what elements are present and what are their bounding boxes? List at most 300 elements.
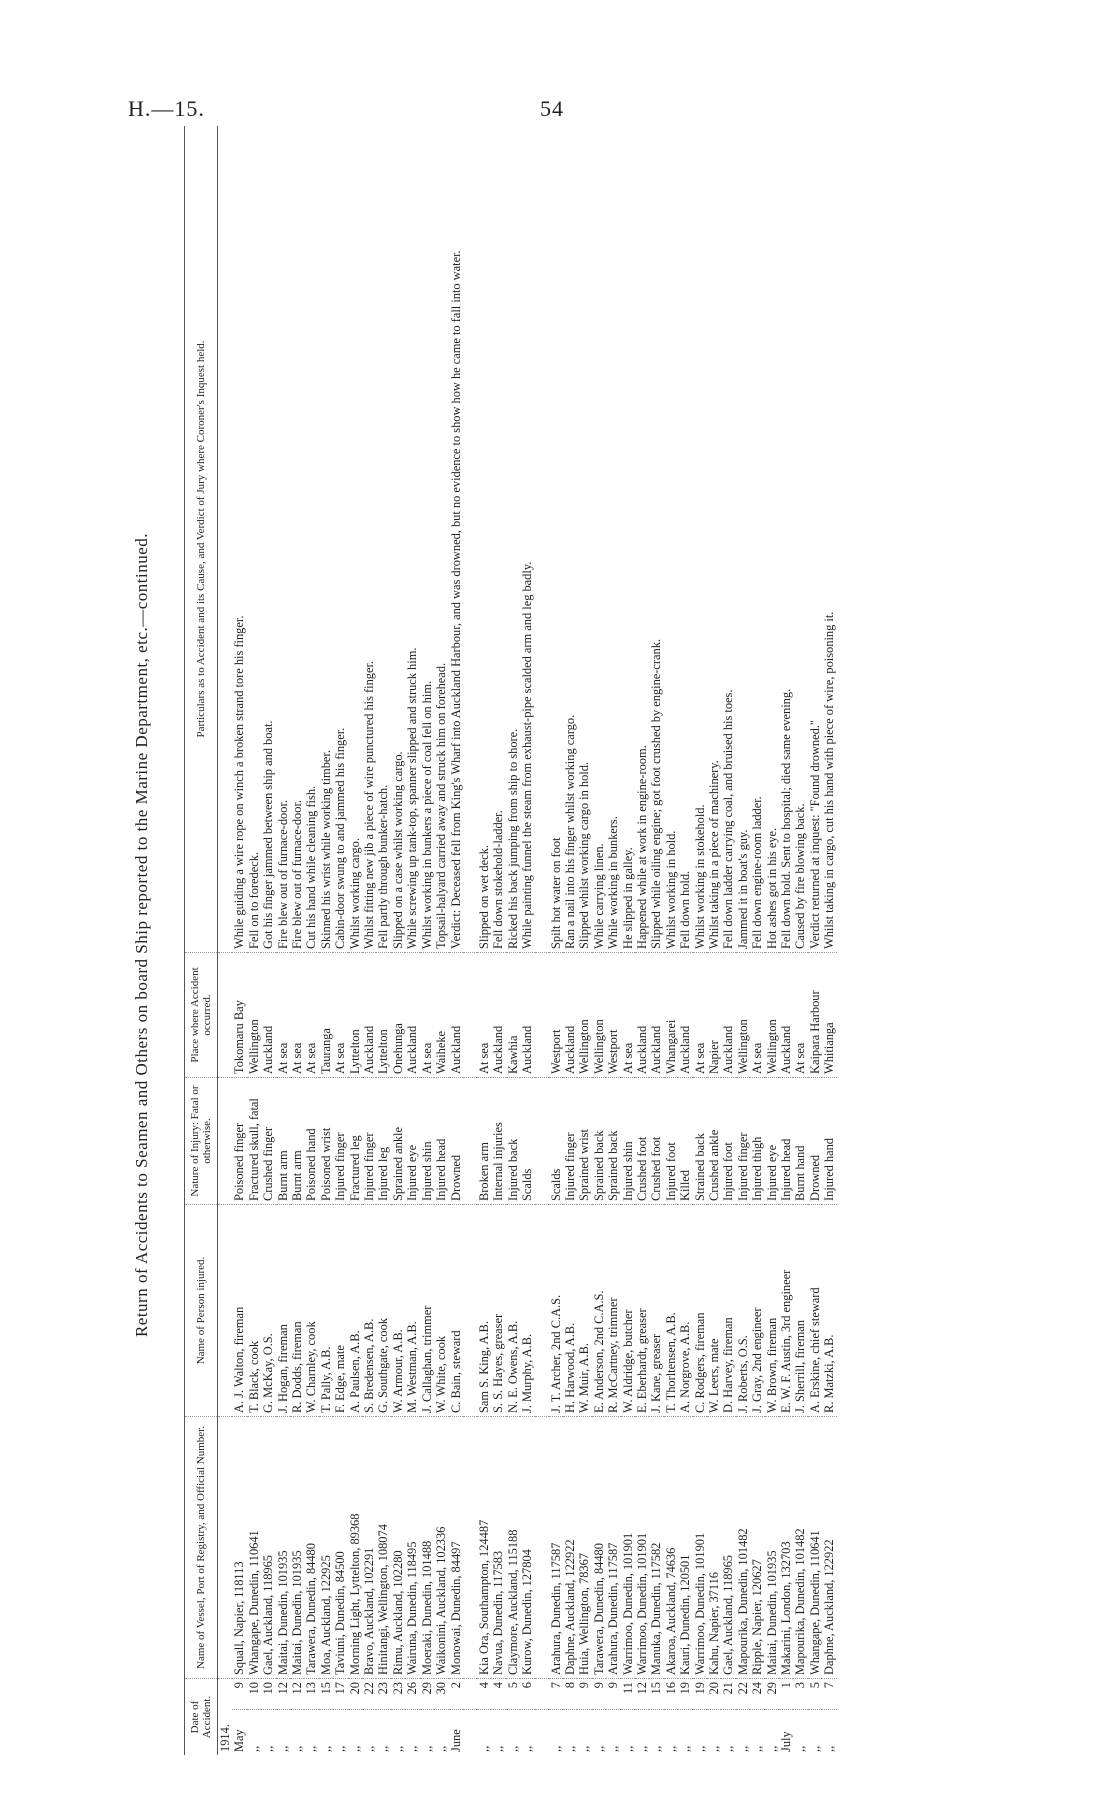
vessel-cell: Maitai, Dunedin, 101935 <box>276 1417 290 1679</box>
spacer-cell <box>535 1078 549 1205</box>
nature-cell: Crushed foot <box>635 1078 649 1205</box>
col-date: Date of Accident. <box>185 1679 218 1756</box>
vessel-cell: Daphne, Auckland, 122922 <box>822 1417 836 1679</box>
vessel-cell: Navua, Dunedin, 117583 <box>491 1417 505 1679</box>
nature-cell: Drowned <box>808 1078 822 1205</box>
table-row <box>491 126 505 1755</box>
table-row <box>577 126 591 1755</box>
place-cell: Waiheke <box>434 953 448 1078</box>
date-month: ,, <box>591 1745 606 1752</box>
person-cell: D. Harvey, fireman <box>721 1205 735 1417</box>
person-cell: W. Leers, mate <box>707 1205 721 1417</box>
vessel-cell: Moeraki, Dunedin, 101488 <box>420 1417 434 1679</box>
place-cell: At sea <box>621 953 635 1078</box>
person-cell: J. T. Archer, 2nd C.A.S. <box>549 1205 563 1417</box>
person-cell: W. Armour, A.B. <box>391 1205 405 1417</box>
person-cell: J. Gray, 2nd engineer <box>750 1205 764 1417</box>
place-cell: Kaipara Harbour <box>808 953 822 1078</box>
place-cell: Auckland <box>678 953 692 1078</box>
particulars-cell: Ricked his back jumping from ship to shore. <box>506 126 520 953</box>
person-cell: H. Harwood, A.B. <box>563 1205 577 1417</box>
person-cell: C. Bain, steward <box>449 1205 463 1417</box>
person-cell: E. W. F. Austin, 3rd engineer <box>779 1205 793 1417</box>
person-cell: A. J. Walton, fireman <box>232 1205 246 1417</box>
person-cell: G. Southgate, cook <box>376 1205 390 1417</box>
accidents-table <box>184 126 837 1755</box>
person-cell: E. Anderson, 2nd C.A.S. <box>592 1205 606 1417</box>
vessel-cell: Gael, Auckland, 118965 <box>261 1417 275 1679</box>
vessel-cell: Arahura, Dunedin, 117587 <box>549 1417 563 1679</box>
nature-cell: Injured leg <box>376 1078 390 1205</box>
table-row <box>434 126 448 1755</box>
date-month: ,, <box>678 1745 693 1752</box>
date-day: 2 <box>449 1679 463 1710</box>
date-month: ,, <box>491 1745 506 1752</box>
date-day: 20 <box>707 1679 721 1710</box>
date-month: ,, <box>405 1745 420 1752</box>
person-cell: J. Callaghan, trimmer <box>420 1205 434 1417</box>
person-cell: J. Kane, greaser <box>649 1205 663 1417</box>
date-day: 29 <box>765 1679 779 1710</box>
place-cell: Napier <box>707 953 721 1078</box>
date-month: ,, <box>476 1745 491 1752</box>
spacer-row <box>463 126 477 1755</box>
date-month: ,, <box>419 1745 434 1752</box>
date-month: ,, <box>822 1745 837 1752</box>
table-row <box>276 126 290 1755</box>
person-cell: R. Matzki, A.B. <box>822 1205 836 1417</box>
particulars-cell: While guiding a wire rope on winch a broken strand tore his finger. <box>232 126 246 953</box>
nature-cell: Poisoned wrist <box>319 1078 333 1205</box>
table-row <box>779 126 793 1755</box>
date-month: May <box>232 1729 247 1752</box>
date-day: 23 <box>391 1679 405 1710</box>
table-row <box>247 126 261 1755</box>
date-month: ,, <box>692 1745 707 1752</box>
place-cell: Auckland <box>362 953 376 1078</box>
table-row <box>765 126 779 1755</box>
nature-cell: Injured eye <box>405 1078 419 1205</box>
vessel-cell: Warrimoo, Dunedin, 101901 <box>621 1417 635 1679</box>
person-cell: T. Pally, A.B. <box>319 1205 333 1417</box>
vessel-cell: Moa, Auckland, 122925 <box>319 1417 333 1679</box>
date-month: June <box>448 1729 463 1752</box>
place-cell: Wellington <box>736 953 750 1078</box>
vessel-cell: Maitai, Dunedin, 101935 <box>290 1417 304 1679</box>
particulars-cell: Whilst working cargo. <box>348 126 362 953</box>
particulars-cell: Skinned his wrist while working timber. <box>319 126 333 953</box>
place-cell: Whangarei <box>664 953 678 1078</box>
spacer-cell <box>463 953 477 1078</box>
nature-cell: Injured thigh <box>750 1078 764 1205</box>
table-row <box>261 126 275 1755</box>
table-row <box>736 126 750 1755</box>
nature-cell: Sprained back <box>592 1078 606 1205</box>
place-cell: Westport <box>549 953 563 1078</box>
nature-cell: Injured head <box>779 1078 793 1205</box>
table-row <box>506 126 520 1755</box>
nature-cell: Crushed finger <box>261 1078 275 1205</box>
vessel-cell: Taviuni, Dunedin, 84500 <box>333 1417 347 1679</box>
place-cell: Auckland <box>520 953 534 1078</box>
place-cell: At sea <box>290 953 304 1078</box>
person-cell: J. Hogan, fireman <box>276 1205 290 1417</box>
table-row <box>290 126 304 1755</box>
person-cell: N. E. Owens, A.B. <box>506 1205 520 1417</box>
date-day: 29 <box>420 1679 434 1710</box>
particulars-cell: Cut his hand while cleaning fish. <box>304 126 318 953</box>
vessel-cell: Whangape, Dunedin, 110641 <box>247 1417 261 1679</box>
nature-cell: Crushed foot <box>649 1078 663 1205</box>
person-cell: G. McKay, O.S. <box>261 1205 275 1417</box>
table-body <box>218 126 837 1755</box>
spacer-cell <box>535 1417 549 1679</box>
vessel-cell: Maitai, Dunedin, 101935 <box>765 1417 779 1679</box>
particulars-cell: Slipped whilst working cargo in hold. <box>577 126 591 953</box>
particulars-cell: Cabin-door swung to and jammed his finger. <box>333 126 347 953</box>
spacer-cell <box>535 953 549 1078</box>
date-month: ,, <box>333 1745 348 1752</box>
nature-cell: Fractured leg <box>348 1078 362 1205</box>
date-day: 4 <box>491 1679 505 1710</box>
vessel-cell: Kauri, Dunedin, 120501 <box>678 1417 692 1679</box>
table-row <box>348 126 362 1755</box>
nature-cell: Injured finger <box>736 1078 750 1205</box>
table-row <box>376 126 390 1755</box>
date-month: ,, <box>376 1745 391 1752</box>
particulars-cell: Whilst working in bunkers a piece of coal fell on him. <box>420 126 434 953</box>
nature-cell: Injured finger <box>362 1078 376 1205</box>
date-day: 16 <box>664 1679 678 1710</box>
vessel-cell: Rimu, Auckland, 102280 <box>391 1417 405 1679</box>
particulars-cell: Topsail-halyard carried away and struck him on forehead. <box>434 126 448 953</box>
vessel-cell: Squall, Napier, 118113 <box>232 1417 246 1679</box>
date-month: ,, <box>275 1745 290 1752</box>
table-row <box>477 126 491 1755</box>
date-month: ,, <box>807 1745 822 1752</box>
person-cell: W. Muir, A.B. <box>577 1205 591 1417</box>
particulars-cell: While screwing up tank-top, spanner slipped and struck him. <box>405 126 419 953</box>
date-month: ,, <box>793 1745 808 1752</box>
vessel-cell: Kahu, Napier, 37116 <box>707 1417 721 1679</box>
date-day: 12 <box>290 1679 304 1710</box>
particulars-cell: Fire blew out of furnace-door. <box>290 126 304 953</box>
date-day: 13 <box>304 1679 318 1710</box>
page-number: 54 <box>540 96 564 121</box>
vessel-cell: Kurow, Dunedin, 127804 <box>520 1417 534 1679</box>
table-row <box>304 126 318 1755</box>
date-day: 7 <box>822 1679 836 1710</box>
particulars-cell: Slipped while oiling engine; got foot crushed by engine-crank. <box>649 126 663 953</box>
person-cell: R. Dodds, fireman <box>290 1205 304 1417</box>
particulars-cell: Whilst fitting new jib a piece of wire punctured his finger. <box>362 126 376 953</box>
date-day: 9 <box>606 1679 620 1710</box>
nature-cell: Poisoned hand <box>304 1078 318 1205</box>
person-cell: R. McCartney, trimmer <box>606 1205 620 1417</box>
person-cell: J. Sherrill, fireman <box>793 1205 807 1417</box>
particulars-cell: Whilst taking in cargo, cut his hand with piece of wire, poisoning it. <box>822 126 836 953</box>
date-month: ,, <box>649 1745 664 1752</box>
particulars-cell: Spilt hot water on foot <box>549 126 563 953</box>
table-row <box>319 126 333 1755</box>
date-day: 15 <box>319 1679 333 1710</box>
vessel-cell: Makarini, London, 132703 <box>779 1417 793 1679</box>
particulars-cell: While working in bunkers. <box>606 126 620 953</box>
person-cell: A. Erskine, chief steward <box>808 1205 822 1417</box>
date-month: ,, <box>347 1745 362 1752</box>
place-cell: At sea <box>276 953 290 1078</box>
place-cell: Auckland <box>261 953 275 1078</box>
vessel-cell: Tarawera, Dunedin, 84480 <box>304 1417 318 1679</box>
place-cell: Auckland <box>635 953 649 1078</box>
table-row <box>793 126 807 1755</box>
place-cell: Kawhia <box>506 953 520 1078</box>
vessel-cell: Warrimoo, Dunedin, 101901 <box>693 1417 707 1679</box>
table-row <box>750 126 764 1755</box>
date-month: ,, <box>764 1745 779 1752</box>
spacer-cell <box>463 1078 477 1205</box>
place-cell: At sea <box>750 953 764 1078</box>
particulars-cell: Fire blew out of furnace-door. <box>276 126 290 953</box>
table-row <box>420 126 434 1755</box>
particulars-cell: Happened while at work in engine-room. <box>635 126 649 953</box>
vessel-cell: Bravo, Auckland, 102291 <box>362 1417 376 1679</box>
place-cell: Onehunga <box>391 953 405 1078</box>
date-month: ,, <box>577 1745 592 1752</box>
date-day: 15 <box>649 1679 663 1710</box>
spacer-cell <box>463 1709 477 1755</box>
nature-cell: Internal injuries <box>491 1078 505 1205</box>
nature-cell: Killed <box>678 1078 692 1205</box>
place-cell: Auckland <box>405 953 419 1078</box>
table-row <box>664 126 678 1755</box>
year-label: 1914. <box>218 1724 232 1752</box>
spacer-cell <box>463 1679 477 1710</box>
nature-cell: Injured foot <box>664 1078 678 1205</box>
spacer-cell <box>535 1709 549 1755</box>
nature-cell: Poisoned finger <box>232 1078 246 1205</box>
col-place: Place where Accident occurred. <box>185 953 218 1078</box>
table-row <box>232 126 246 1755</box>
nature-cell: Sprained ankle <box>391 1078 405 1205</box>
vessel-cell: Monowai, Dunedin, 84497 <box>449 1417 463 1679</box>
person-cell: J. Murphy, A.B. <box>520 1205 534 1417</box>
person-cell: E. Eberhardt, greaser <box>635 1205 649 1417</box>
vessel-cell: Manuka, Dunedin, 117582 <box>649 1417 663 1679</box>
particulars-cell: Got his finger jammed between ship and boat. <box>261 126 275 953</box>
header-row <box>185 126 218 1755</box>
date-day: 11 <box>621 1679 635 1710</box>
place-cell: Lyttelton <box>376 953 390 1078</box>
person-cell: W. Brown, fireman <box>765 1205 779 1417</box>
date-day: 9 <box>592 1679 606 1710</box>
particulars-cell: While painting funnel the steam from exhaust-pipe scalded arm and leg badly. <box>520 126 534 953</box>
date-day: 30 <box>434 1679 448 1710</box>
nature-cell: Crushed ankle <box>707 1078 721 1205</box>
date-day: 4 <box>477 1679 491 1710</box>
date-day: 3 <box>793 1679 807 1710</box>
col-vessel: Name of Vessel, Port of Registry, and Official Number. <box>185 1417 218 1679</box>
place-cell: Tokomaru Bay <box>232 953 246 1078</box>
date-day: 24 <box>750 1679 764 1710</box>
date-month: ,, <box>434 1745 449 1752</box>
place-cell: At sea <box>304 953 318 1078</box>
place-cell: Wellington <box>577 953 591 1078</box>
year-row <box>218 126 233 1755</box>
spacer-cell <box>463 126 477 953</box>
date-month: ,, <box>750 1745 765 1752</box>
particulars-cell: He slipped in galley. <box>621 126 635 953</box>
date-day: 10 <box>261 1679 275 1710</box>
table-row <box>549 126 563 1755</box>
nature-cell: Strained back <box>693 1078 707 1205</box>
particulars-cell: Hot ashes got in his eye. <box>765 126 779 953</box>
place-cell: Auckland <box>779 953 793 1078</box>
date-day: 5 <box>808 1679 822 1710</box>
nature-cell: Sprained back <box>606 1078 620 1205</box>
table-row <box>649 126 663 1755</box>
date-month: ,, <box>390 1745 405 1752</box>
date-day: 20 <box>348 1679 362 1710</box>
place-cell: At sea <box>477 953 491 1078</box>
page-reference: H.—15. <box>128 96 205 121</box>
table-row <box>592 126 606 1755</box>
nature-cell: Drowned <box>449 1078 463 1205</box>
date-month: ,, <box>261 1745 276 1752</box>
table-row <box>635 126 649 1755</box>
date-month: ,, <box>735 1745 750 1752</box>
nature-cell: Injured finger <box>333 1078 347 1205</box>
person-cell: T. Thorltensen, A.B. <box>664 1205 678 1417</box>
col-particulars: Particulars as to Accident and its Cause, and Verdict of Jury where Coroner's Inquest held. <box>185 126 218 953</box>
particulars-cell: Fell down engine-room ladder. <box>750 126 764 953</box>
nature-cell: Injured hand <box>822 1078 836 1205</box>
particulars-cell: Verdict returned at inquest: "Found drowned." <box>808 126 822 953</box>
date-day: 5 <box>506 1679 520 1710</box>
person-cell: F. Edge, mate <box>333 1205 347 1417</box>
person-cell: S. Bredensen, A.B. <box>362 1205 376 1417</box>
date-day: 7 <box>549 1679 563 1710</box>
table-row <box>333 126 347 1755</box>
date-month: ,, <box>634 1745 649 1752</box>
table-row <box>678 126 692 1755</box>
place-cell: Wellington <box>592 953 606 1078</box>
date-month: ,, <box>304 1745 319 1752</box>
person-cell: A. Norgrove, A.B. <box>678 1205 692 1417</box>
nature-cell: Scalds <box>520 1078 534 1205</box>
vessel-cell: Claymore, Auckland, 115188 <box>506 1417 520 1679</box>
particulars-cell: Whilst taking in a piece of machinery. <box>707 126 721 953</box>
nature-cell: Scalds <box>549 1078 563 1205</box>
nature-cell: Injured head <box>434 1078 448 1205</box>
particulars-cell: Ran a nail into his finger whilst working cargo. <box>563 126 577 953</box>
nature-cell: Injured foot <box>721 1078 735 1205</box>
nature-cell: Burnt arm <box>276 1078 290 1205</box>
place-cell: Wellington <box>247 953 261 1078</box>
table-row <box>721 126 735 1755</box>
table-title: Return of Accidents to Seamen and Others on board Ship reported to the Marine Department, etc.—continued. <box>132 532 151 1338</box>
person-cell: Sam S. King, A.B. <box>477 1205 491 1417</box>
person-cell: W. White, cook <box>434 1205 448 1417</box>
table-row <box>606 126 620 1755</box>
table-row <box>707 126 721 1755</box>
nature-cell: Injured finger <box>563 1078 577 1205</box>
vessel-cell: Hinitangi, Wellington, 108074 <box>376 1417 390 1679</box>
table-row <box>693 126 707 1755</box>
spacer-cell <box>535 126 549 953</box>
date-month: ,, <box>721 1745 736 1752</box>
table-row <box>362 126 376 1755</box>
date-month: ,, <box>548 1745 563 1752</box>
table-row <box>391 126 405 1755</box>
spacer-cell <box>463 1417 477 1679</box>
date-month: ,, <box>620 1745 635 1752</box>
date-month: July <box>779 1731 794 1752</box>
nature-cell: Burnt arm <box>290 1078 304 1205</box>
nature-cell: Fractured skull, fatal <box>247 1078 261 1205</box>
vessel-cell: Daphne, Auckland, 122922 <box>563 1417 577 1679</box>
date-day: 9 <box>232 1679 246 1710</box>
particulars-cell: Verdict: Deceased fell from King's Wharf into Auckland Harbour, and was drowned, but no evidence to show how he came to fall into water. <box>449 126 463 953</box>
place-cell: Auckland <box>491 953 505 1078</box>
vessel-cell: Wairuna, Dunedin, 118495 <box>405 1417 419 1679</box>
date-month: ,, <box>505 1745 520 1752</box>
place-cell: Auckland <box>449 953 463 1078</box>
table-row <box>808 126 822 1755</box>
place-cell: Westport <box>606 953 620 1078</box>
particulars-cell: Fell down hold. <box>678 126 692 953</box>
nature-cell: Injured shin <box>420 1078 434 1205</box>
person-cell: W. Charnley, cook <box>304 1205 318 1417</box>
vessel-cell: Ripple, Napier, 120627 <box>750 1417 764 1679</box>
date-day: 6 <box>520 1679 534 1710</box>
vessel-cell: Morning Light, Lyttelton, 89368 <box>348 1417 362 1679</box>
nature-cell: Sprained wrist <box>577 1078 591 1205</box>
particulars-cell: While carrying linen. <box>592 126 606 953</box>
place-cell: At sea <box>693 953 707 1078</box>
nature-cell: Injured shin <box>621 1078 635 1205</box>
table-row <box>449 126 463 1755</box>
rotated-table-region <box>132 115 1012 1755</box>
date-month: ,, <box>318 1745 333 1752</box>
person-cell: W. Aldridge, butcher <box>621 1205 635 1417</box>
place-cell: Auckland <box>649 953 663 1078</box>
date-day: 21 <box>721 1679 735 1710</box>
nature-cell: Burnt hand <box>793 1078 807 1205</box>
vessel-cell: Arahura, Dunedin, 117587 <box>606 1417 620 1679</box>
date-day: 12 <box>635 1679 649 1710</box>
nature-cell: Injured back <box>506 1078 520 1205</box>
table-row <box>563 126 577 1755</box>
particulars-cell: Whilst working in hold. <box>664 126 678 953</box>
date-day: 22 <box>736 1679 750 1710</box>
spacer-cell <box>463 1205 477 1417</box>
vessel-cell: Akaroa, Auckland, 74636 <box>664 1417 678 1679</box>
date-month: ,, <box>362 1745 377 1752</box>
person-cell: T. Black, cook <box>247 1205 261 1417</box>
vessel-cell: Mapourika, Dunedin, 101482 <box>736 1417 750 1679</box>
table-row <box>621 126 635 1755</box>
particulars-cell: Jammed it in boat's guy. <box>736 126 750 953</box>
date-month: ,, <box>562 1745 577 1752</box>
date-day: 1 <box>779 1679 793 1710</box>
particulars-cell: Caused by fire blowing back. <box>793 126 807 953</box>
date-day: 12 <box>276 1679 290 1710</box>
place-cell: Auckland <box>721 953 735 1078</box>
person-cell: M. Westman, A.B. <box>405 1205 419 1417</box>
nature-cell: Injured eye <box>765 1078 779 1205</box>
date-day: 10 <box>247 1679 261 1710</box>
